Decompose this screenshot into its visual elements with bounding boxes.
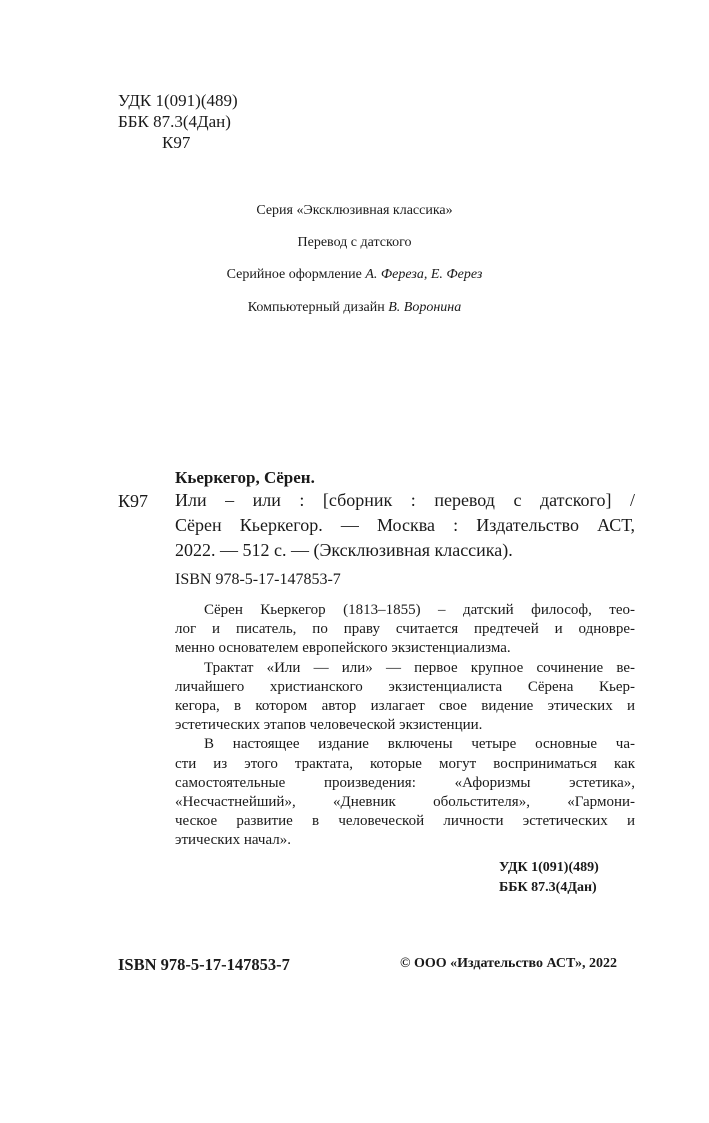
computer-design-line	[0, 299, 709, 317]
annotation-line: ческое развитие в человеческой личности эстетических и	[175, 813, 635, 830]
author-mark: К97	[162, 133, 191, 152]
footer-classification	[499, 858, 599, 898]
footer-isbn: ISBN 978-5-17-147853-7	[118, 955, 290, 974]
annotation-line: сти из этого трактата, которые могут восприниматься как	[175, 755, 635, 772]
author-heading: Кьеркегор, Сёрен.	[175, 468, 315, 487]
annotation-line: кегора, в котором автор излагает свое видение этических и	[175, 698, 635, 715]
biblio-line: 2022. — 512 с. — (Эксклюзивная классика).	[175, 540, 513, 560]
annotation-line: эстетических этапов человеческой экзистенции.	[175, 717, 483, 734]
bbk-code: ББК 87.3(4Дан)	[118, 112, 231, 131]
annotation-line: Трактат «Или — или» — первое крупное сочинение ве-	[204, 659, 635, 676]
classification-block	[118, 90, 238, 153]
series-line: Серия «Эксклюзивная классика»	[256, 203, 453, 218]
footer-udk: УДК 1(091)(489)	[499, 860, 599, 875]
record-isbn: ISBN 978-5-17-147853-7	[175, 571, 341, 588]
annotation	[175, 601, 635, 851]
footer-bbk: ББК 87.3(4Дан)	[499, 880, 597, 895]
annotation-line: самостоятельные произведения: «Афоризмы эстетика»,	[175, 774, 635, 791]
bibliographic-description	[175, 488, 635, 563]
annotation-line: Сёрен Кьеркегор (1813–1855) – датский философ, тео-	[204, 602, 635, 618]
copyright-notice: © ООО «Издательство АСТ», 2022	[400, 956, 618, 971]
cover-design-label: Серийное оформление	[226, 267, 366, 282]
computer-design-name: В. Воронина	[388, 300, 462, 315]
udk-code: УДК 1(091)(489)	[118, 91, 238, 110]
annotation-line: этических начал».	[175, 832, 291, 849]
translation-line: Перевод с датского	[297, 235, 412, 250]
annotation-line: менно основателем европейского экзистенциализма.	[175, 640, 511, 657]
annotation-line: лог и писатель, по праву считается предтечей и одновре-	[175, 621, 635, 638]
computer-design-label: Компьютерный дизайн	[247, 300, 389, 315]
annotation-line: В настоящее издание включены четыре основные ча-	[204, 736, 635, 753]
annotation-line: «Несчастнейший», «Дневник обольстителя», «Гармони-	[175, 794, 635, 811]
biblio-line: Или – или : [сборник : перевод с датского] /	[175, 490, 635, 510]
cover-design-line	[0, 266, 709, 284]
annotation-line: личайшего христианского экзистенциалиста Сёрена Кьер-	[175, 678, 635, 695]
biblio-line: Сёрен Кьеркегор. — Москва : Издательство АСТ,	[175, 515, 635, 535]
cover-design-names: А. Фереза, Е. Ферез	[365, 267, 483, 282]
record-author-mark: К97	[118, 491, 149, 511]
